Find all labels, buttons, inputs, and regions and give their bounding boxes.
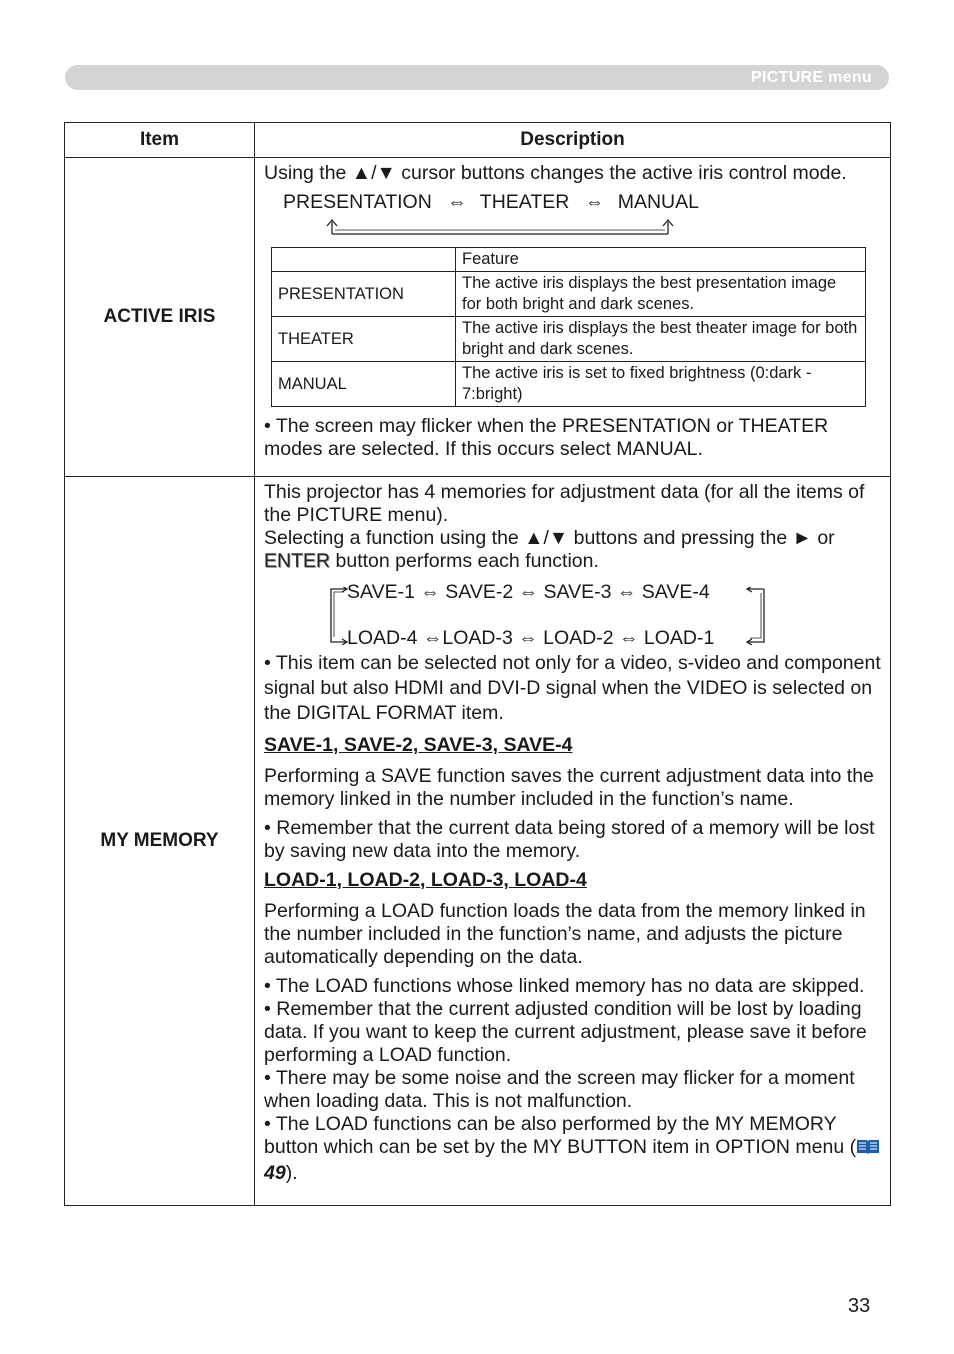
- cycle-arrow-icon: ⇔: [447, 191, 467, 213]
- feature-desc: The active iris displays the best theater image for both bright and dark scenes.: [456, 317, 866, 362]
- table-row: [65, 158, 891, 477]
- load-note: • There may be some noise and the screen may flicker for a moment when loading data. This is not malfunction.: [264, 1067, 855, 1112]
- memory-loop-right-icon: [744, 587, 768, 645]
- save-cycle: SAVE-1 ⇔ SAVE-2 ⇔ SAVE-3 ⇔ SAVE-4: [347, 581, 710, 603]
- load-note-last: [264, 1113, 882, 1185]
- table-row: [65, 477, 891, 1206]
- mode-cycle-diagram: [264, 185, 882, 243]
- feature-header-blank: [272, 248, 456, 272]
- table-header-row: [65, 123, 891, 158]
- load-heading: LOAD-1, LOAD-2, LOAD-3, LOAD-4: [264, 869, 587, 891]
- enter-key-label: ENTER: [264, 550, 331, 572]
- load-note: • Remember that the current adjusted condition will be lost by loading data. If you want to keep the current adjustment, please save it before performing a LOAD function.: [264, 998, 867, 1066]
- feature-mode: THEATER: [272, 317, 456, 362]
- feature-header: Feature: [456, 248, 866, 272]
- header-bar: [65, 65, 889, 90]
- active-iris-intro: Using the ▲/▼ cursor buttons changes the active iris control mode.: [264, 162, 847, 184]
- feature-desc: The active iris displays the best presentation image for both bright and dark scenes.: [456, 272, 866, 317]
- memory-loop-left-icon: [326, 587, 348, 645]
- table-row: [272, 272, 866, 317]
- return-arrow-icon: [326, 218, 676, 240]
- mode-theater: THEATER: [479, 191, 570, 213]
- item-my-memory: MY MEMORY: [65, 477, 255, 1206]
- feature-table: [271, 247, 866, 407]
- save-note: • Remember that the current data being stored of a memory will be lost by saving new data into the memory.: [264, 817, 875, 862]
- select-text: Selecting a function using the ▲/▼ buttons and pressing the ► or: [264, 527, 835, 549]
- column-header-description: Description: [255, 123, 891, 158]
- section-title: PICTURE menu: [751, 69, 872, 86]
- mode-cycle-line: [283, 191, 699, 214]
- table-row: [272, 317, 866, 362]
- save-heading: SAVE-1, SAVE-2, SAVE-3, SAVE-4: [264, 734, 573, 756]
- load-description: Performing a LOAD function loads the data from the memory linked in the number included in the function’s name, and adjusts the picture automatically depending on the data.: [264, 900, 866, 968]
- description-my-memory: [255, 477, 891, 1206]
- page-reference-link[interactable]: 49: [264, 1162, 286, 1184]
- table-row: [272, 362, 866, 407]
- my-memory-select: [264, 527, 882, 573]
- item-active-iris: ACTIVE IRIS: [65, 158, 255, 477]
- page-number: 33: [848, 1295, 871, 1317]
- load-cycle: LOAD-4 ⇔LOAD-3 ⇔ LOAD-2 ⇔ LOAD-1: [347, 627, 715, 649]
- signal-note: • This item can be selected not only for a video, s-video and component signal but also HDMI and DVI-D signal when the VIDEO is selected on the DIGITAL FORMAT item.: [264, 652, 881, 724]
- feature-desc: The active iris is set to fixed brightness (0:dark - 7:bright): [456, 362, 866, 407]
- save-description: Performing a SAVE function saves the current adjustment data into the memory linked in the number included in the function’s name.: [264, 765, 874, 810]
- my-memory-intro: This projector has 4 memories for adjustment data (for all the items of the PICTURE menu).: [264, 481, 865, 526]
- load-note: • The LOAD functions whose linked memory has no data are skipped.: [264, 975, 865, 997]
- mode-manual: MANUAL: [617, 191, 699, 213]
- feature-mode: PRESENTATION: [272, 272, 456, 317]
- book-icon: [856, 1138, 880, 1162]
- feature-header-row: [272, 248, 866, 272]
- load-note-text: • The LOAD functions can be also performed by the MY MEMORY button which can be set by the MY BUTTON item in OPTION menu (: [264, 1113, 857, 1158]
- mode-presentation: PRESENTATION: [283, 191, 432, 213]
- cycle-arrow-icon: ⇔: [584, 191, 605, 213]
- feature-mode: MANUAL: [272, 362, 456, 407]
- load-note-close: ).: [285, 1162, 298, 1184]
- description-active-iris: [255, 158, 891, 477]
- column-header-item: Item: [65, 123, 255, 158]
- active-iris-note: • The screen may flicker when the PRESENTATION or THEATER modes are selected. If this occurs select MANUAL.: [264, 415, 829, 460]
- select-text-end: button performs each function.: [330, 550, 599, 572]
- memory-cycle-diagram: [264, 577, 882, 649]
- menu-table: [64, 122, 891, 1206]
